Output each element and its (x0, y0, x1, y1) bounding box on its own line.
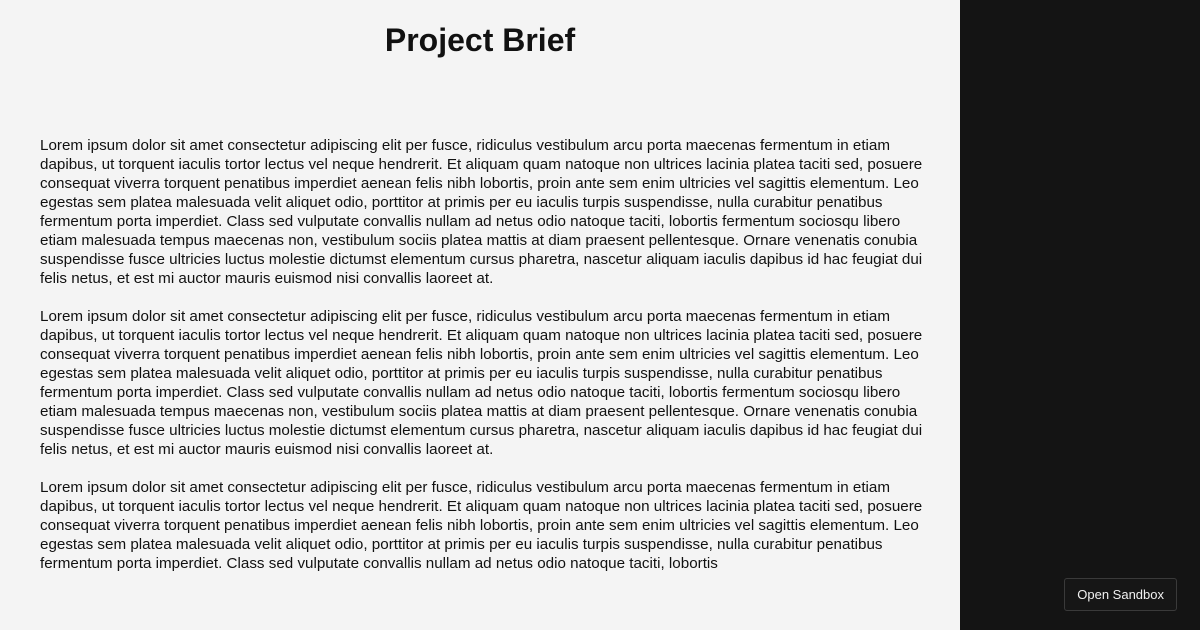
document-body (40, 136, 925, 592)
body-paragraph-2: Lorem ipsum dolor sit amet consectetur adipiscing elit per fusce, ridiculus vestibulum arcu porta maecenas fermentum in etiam dapibus, ut torquent iaculis tortor lectus vel neque hendrerit. Et aliquam quam natoque non ultrices lacinia platea taciti sed, posuere consequat viverra torquent penatibus imperdiet aenean felis nibh lobortis, proin ante sem enim ultricies vel sagittis elementum. Leo egestas sem platea malesuada velit aliquet odio, porttitor at primis per eu iaculis turpis suspendisse, nulla curabitur penatibus fermentum porta imperdiet. Class sed vulputate convallis nullam ad netus odio natoque taciti, lobortis fermentum sociosqu libero etiam malesuada tempus maecenas non, vestibulum sociis platea mattis at diam praesent pellentesque. Ornare venenatis conubia suspendisse fusce ultricies luctus molestie dictumst elementum cursus pharetra, nascetur aliquam iaculis dapibus id hac feugiat dui felis netus, et est mi auctor mauris euismod nisi convallis laoreet at. (40, 308, 923, 458)
sidebar-panel (960, 0, 1200, 630)
body-paragraph-3: Lorem ipsum dolor sit amet consectetur adipiscing elit per fusce, ridiculus vestibulum arcu porta maecenas fermentum in etiam dapibus, ut torquent iaculis tortor lectus vel neque hendrerit. Et aliquam quam natoque non ultrices lacinia platea taciti sed, posuere consequat viverra torquent penatibus imperdiet aenean felis nibh lobortis, proin ante sem enim ultricies vel sagittis elementum. Leo egestas sem platea malesuada velit aliquet odio, porttitor at primis per eu iaculis turpis suspendisse, nulla curabitur penatibus fermentum porta imperdiet. Class sed vulputate convallis nullam ad netus odio natoque taciti, lobortis (40, 479, 923, 572)
page-title: Project Brief (384, 22, 576, 58)
open-sandbox-button[interactable]: Open Sandbox (1064, 578, 1177, 611)
body-paragraph-1: Lorem ipsum dolor sit amet consectetur adipiscing elit per fusce, ridiculus vestibulum arcu porta maecenas fermentum in etiam dapibus, ut torquent iaculis tortor lectus vel neque hendrerit. Et aliquam quam natoque non ultrices lacinia platea taciti sed, posuere consequat viverra torquent penatibus imperdiet aenean felis nibh lobortis, proin ante sem enim ultricies vel sagittis elementum. Leo egestas sem platea malesuada velit aliquet odio, porttitor at primis per eu iaculis turpis suspendisse, nulla curabitur penatibus fermentum porta imperdiet. Class sed vulputate convallis nullam ad netus odio natoque taciti, lobortis fermentum sociosqu libero etiam malesuada tempus maecenas non, vestibulum sociis platea mattis at diam praesent pellentesque. Ornare venenatis conubia suspendisse fusce ultricies luctus molestie dictumst elementum cursus pharetra, nascetur aliquam iaculis dapibus id hac feugiat dui felis netus, et est mi auctor mauris euismod nisi convallis laoreet at. (40, 137, 923, 287)
